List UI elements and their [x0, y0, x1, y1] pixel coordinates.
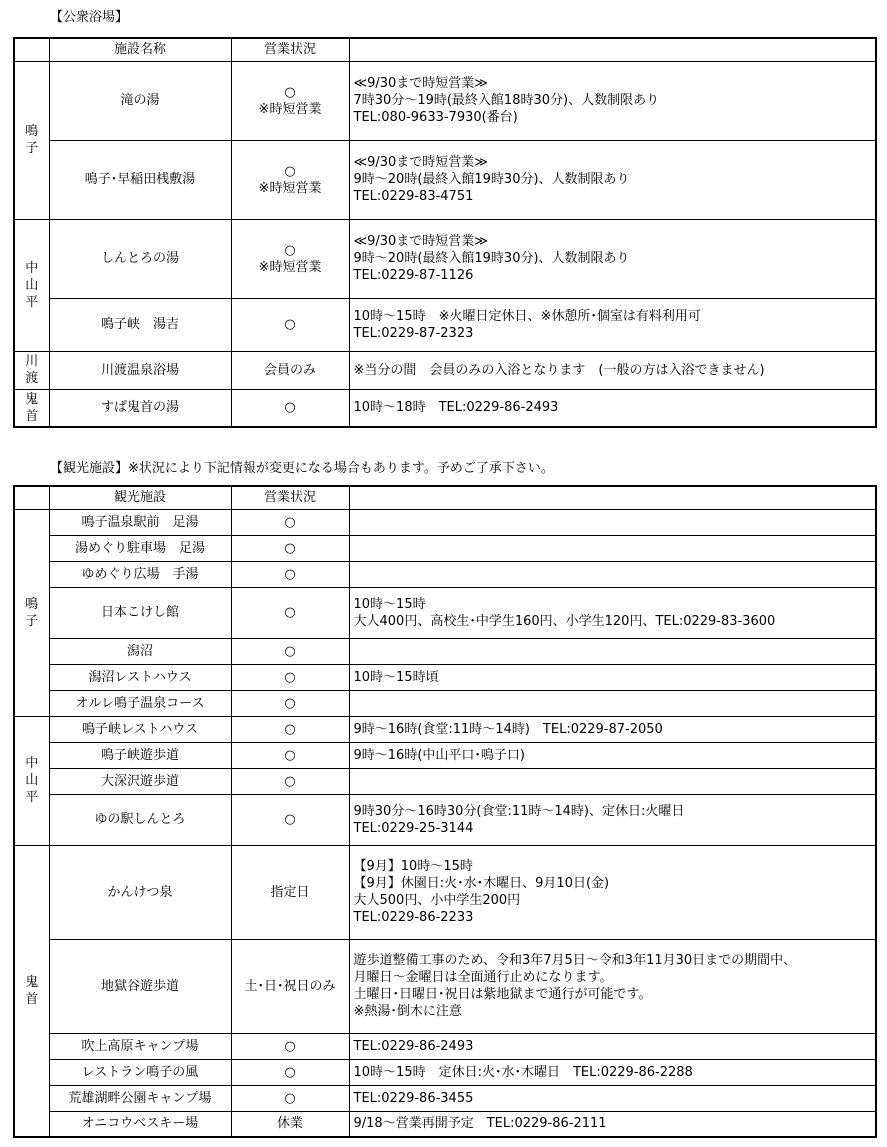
status-line: ※時短営業 — [258, 180, 322, 196]
status-cell — [231, 1033, 349, 1059]
facility-name: 鳴子･早稲田桟敷湯 — [49, 140, 231, 219]
status-cell — [231, 219, 349, 298]
header-status: 営業状況 — [231, 38, 349, 61]
table-row — [14, 845, 876, 939]
status-line: 休業 — [276, 1116, 303, 1132]
table-row — [14, 939, 876, 1033]
note-line: 遊歩道整備工事のため、令和3年7月5日～令和3年11月30日までの期間中、 — [353, 953, 797, 968]
status-cell — [231, 664, 349, 690]
status-line: ○ — [284, 1090, 296, 1106]
status-cell — [231, 561, 349, 587]
table-row — [14, 1085, 876, 1111]
status-line: ○ — [284, 1038, 296, 1054]
note-line: 9時30分～16時30分(食堂:11時～14時)、定休日:火曜日 — [353, 803, 685, 819]
header-facility-name: 観光施設 — [49, 486, 231, 509]
status-line: ○ — [284, 540, 296, 556]
area-label: 鳴子 — [25, 596, 39, 629]
public-bath-section-title: 【公衆浴場】 — [50, 10, 129, 25]
facility-name: 日本こけし館 — [49, 587, 231, 638]
facility-name: オニコウベスキー場 — [49, 1111, 231, 1137]
note-line: ≪9/30まで時短営業≫ — [353, 234, 488, 249]
note-cell — [349, 664, 876, 690]
note-line: TEL:0229-83-4751 — [353, 189, 474, 204]
note-cell — [349, 768, 876, 794]
status-line: ○ — [284, 643, 296, 659]
area-cell — [14, 61, 49, 219]
facility-name: 鳴子峡 湯吉 — [49, 298, 231, 351]
note-line: 10時～15時頃 — [353, 669, 439, 685]
table-row — [14, 587, 876, 638]
status-cell — [231, 690, 349, 716]
status-line: ○ — [284, 773, 296, 789]
status-line: ○ — [284, 317, 296, 332]
area-label: 鳴子 — [25, 124, 39, 156]
facility-name: 鳴子峡遊歩道 — [49, 742, 231, 768]
facility-name: オルレ鳴子温泉コース — [49, 690, 231, 716]
status-line: ○ — [284, 721, 296, 737]
table-row — [14, 664, 876, 690]
note-cell — [349, 140, 876, 219]
facility-name: レストラン鳴子の風 — [49, 1059, 231, 1085]
facility-name: 吹上高原キャンプ場 — [49, 1033, 231, 1059]
note-line: 10時～15時 ※火曜日定休日、※休憩所･個室は有料利用可 — [353, 308, 701, 324]
status-cell — [231, 1111, 349, 1137]
note-line: 【9月】休園日:火･水･木曜日、9月10日(金) — [353, 876, 610, 891]
table-row — [14, 742, 876, 768]
facility-name: ゆめぐり広場 手湯 — [49, 561, 231, 587]
area-cell — [14, 845, 49, 1137]
status-cell — [231, 716, 349, 742]
status-line: ※時短営業 — [258, 259, 322, 275]
area-label: 鬼首 — [25, 974, 39, 1007]
note-line: TEL:0229-87-1126 — [353, 268, 474, 283]
note-line: TEL:0229-86-2233 — [353, 910, 474, 925]
note-line: TEL:080-9633-7930(番台) — [353, 110, 518, 125]
note-line: 9/18～営業再開予定 TEL:0229-86-2111 — [353, 1116, 607, 1132]
facility-name: 鳴子峡レストハウス — [49, 716, 231, 742]
status-cell — [231, 61, 349, 140]
status-line: ○ — [284, 695, 296, 711]
note-line: TEL:0229-86-2493 — [353, 1038, 474, 1054]
table-row — [14, 638, 876, 664]
facility-name: 湯めぐり駐車場 足湯 — [49, 535, 231, 561]
facility-name: 滝の湯 — [49, 61, 231, 140]
note-line: 9時～20時(最終入館19時30分)、人数制限あり — [353, 251, 630, 266]
status-line: ○ — [284, 605, 296, 620]
note-line: 大人400円、高校生･中学生160円、小学生120円、TEL:0229-83-3600 — [353, 613, 776, 629]
table-row — [14, 535, 876, 561]
note-cell — [349, 939, 876, 1033]
area-cell — [14, 389, 49, 427]
status-line: 土･日･祝日のみ — [244, 978, 336, 994]
status-line: ○ — [284, 163, 296, 179]
note-cell — [349, 561, 876, 587]
note-line: 大人500円、小中学生200円 — [353, 893, 521, 908]
note-cell — [349, 61, 876, 140]
area-label: 中山平 — [25, 260, 39, 310]
facility-name: 鳴子温泉駅前 足湯 — [49, 509, 231, 535]
table-row — [14, 351, 876, 389]
status-line: 指定日 — [270, 884, 310, 900]
note-cell — [349, 638, 876, 664]
note-line: 月曜日～金曜日は全面通行止めになります。 — [353, 970, 613, 985]
note-cell — [349, 1085, 876, 1111]
status-cell — [231, 509, 349, 535]
note-cell — [349, 1033, 876, 1059]
status-line: 会員のみ — [263, 362, 316, 378]
status-line: ○ — [284, 514, 296, 530]
status-line: ○ — [284, 242, 296, 258]
note-line: ※熱湯･倒木に注意 — [353, 1004, 462, 1019]
status-cell — [231, 351, 349, 389]
note-line: 10時～15時 定休日:火･水･木曜日 TEL:0229-86-2288 — [353, 1064, 693, 1080]
table-row — [14, 61, 876, 140]
table-row — [14, 389, 876, 427]
note-line: 土曜日･日曜日･祝日は紫地獄まで通行が可能です。 — [353, 987, 652, 1002]
note-line: TEL:0229-87-2323 — [353, 325, 474, 341]
status-line: ○ — [284, 747, 296, 763]
note-line: ※当分の間 会員のみの入浴となります (一般の方は入浴できません) — [353, 362, 765, 378]
table-row — [14, 690, 876, 716]
area-cell — [14, 509, 49, 716]
status-line: ○ — [284, 566, 296, 582]
note-line: 【9月】10時～15時 — [353, 859, 473, 874]
table-row — [14, 509, 876, 535]
table-row — [14, 716, 876, 742]
status-cell — [231, 845, 349, 939]
header-notes — [349, 38, 876, 61]
header-notes — [349, 486, 876, 509]
table-row — [14, 219, 876, 298]
note-cell — [349, 1111, 876, 1137]
status-line: ※時短営業 — [258, 101, 322, 117]
table-row — [14, 298, 876, 351]
note-line: 10時～18時 TEL:0229-86-2493 — [353, 400, 559, 416]
note-cell — [349, 509, 876, 535]
table-row — [14, 561, 876, 587]
note-line: 9時～20時(最終入館19時30分)、人数制限あり — [353, 172, 630, 187]
table-row — [14, 1059, 876, 1085]
status-cell — [231, 535, 349, 561]
status-cell — [231, 389, 349, 427]
area-cell — [14, 219, 49, 351]
note-cell — [349, 794, 876, 845]
status-line: ○ — [284, 812, 296, 827]
status-cell — [231, 1085, 349, 1111]
facility-name: 潟沼 — [49, 638, 231, 664]
status-cell — [231, 939, 349, 1033]
note-line: ≪9/30まで時短営業≫ — [353, 155, 488, 170]
status-cell — [231, 638, 349, 664]
note-cell — [349, 716, 876, 742]
table-row — [14, 1033, 876, 1059]
facility-name: 川渡温泉浴場 — [49, 351, 231, 389]
public-bath-table — [13, 37, 877, 428]
tourist-facility-table — [13, 485, 877, 1138]
facility-name: 大深沢遊歩道 — [49, 768, 231, 794]
note-cell — [349, 351, 876, 389]
status-cell — [231, 1059, 349, 1085]
area-label: 川渡 — [25, 354, 39, 386]
status-cell — [231, 298, 349, 351]
facility-name: ゆの駅しんとろ — [49, 794, 231, 845]
note-cell — [349, 1059, 876, 1085]
facility-name: 地獄谷遊歩道 — [49, 939, 231, 1033]
facility-name: 荒雄湖畔公園キャンプ場 — [49, 1085, 231, 1111]
facility-name: しんとろの湯 — [49, 219, 231, 298]
status-line: ○ — [284, 84, 296, 100]
note-line: TEL:0229-86-3455 — [353, 1090, 474, 1106]
status-cell — [231, 587, 349, 638]
note-cell — [349, 587, 876, 638]
facility-name: すぱ鬼首の湯 — [49, 389, 231, 427]
status-cell — [231, 768, 349, 794]
table-row — [14, 1111, 876, 1137]
area-label: 鬼首 — [25, 391, 39, 424]
area-cell — [14, 716, 49, 845]
status-line: ○ — [284, 1064, 296, 1080]
status-cell — [231, 742, 349, 768]
note-line: 7時30分～19時(最終入館18時30分)、人数制限あり — [353, 93, 660, 108]
table-row — [14, 140, 876, 219]
note-cell — [349, 742, 876, 768]
status-line: ○ — [284, 669, 296, 685]
header-area — [14, 38, 49, 61]
note-line: 9時～16時(食堂:11時～14時) TEL:0229-87-2050 — [353, 721, 663, 737]
note-line: 9時～16時(中山平口･鳴子口) — [353, 747, 525, 763]
facility-name: 潟沼レストハウス — [49, 664, 231, 690]
area-cell — [14, 351, 49, 389]
area-label: 中山平 — [25, 756, 39, 805]
status-line: ○ — [284, 400, 296, 416]
note-cell — [349, 219, 876, 298]
note-cell — [349, 298, 876, 351]
note-cell — [349, 535, 876, 561]
table-row — [14, 768, 876, 794]
status-cell — [231, 794, 349, 845]
header-status: 営業状況 — [231, 486, 349, 509]
status-cell — [231, 140, 349, 219]
facility-name: かんけつ泉 — [49, 845, 231, 939]
note-line: TEL:0229-25-3144 — [353, 820, 474, 836]
note-line: 10時～15時 — [353, 596, 426, 612]
header-facility-name: 施設名称 — [49, 38, 231, 61]
table-row — [14, 794, 876, 845]
note-cell — [349, 845, 876, 939]
note-cell — [349, 690, 876, 716]
note-cell — [349, 389, 876, 427]
tourist-facility-section-title: 【観光施設】※状況により下記情報が変更になる場合もあります。予めご了承下さい。 — [50, 461, 554, 476]
header-area — [14, 486, 49, 509]
note-line: ≪9/30まで時短営業≫ — [353, 76, 488, 91]
